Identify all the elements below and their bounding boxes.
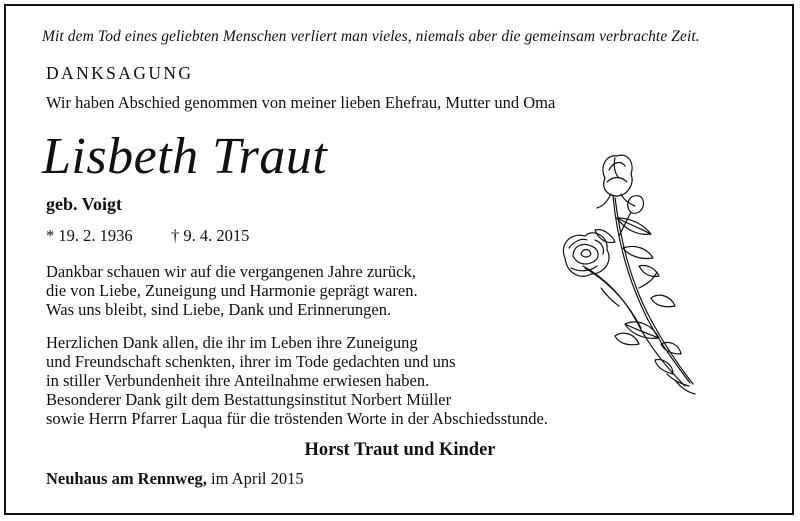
rose-icon <box>555 148 705 398</box>
gratitude-paragraph <box>46 262 418 319</box>
paragraph-line: sowie Herrn Pfarrer Laqua für die tröstenden Worte in der Abschiedsstunde. <box>46 409 548 428</box>
maiden-name: geb. Voigt <box>46 194 123 214</box>
paragraph-line: Was uns bleibt, sind Liebe, Dank und Erinnerungen. <box>46 300 392 319</box>
place-name: Neuhaus am Rennweg, <box>46 469 207 488</box>
family-signature: Horst Traut und Kinder <box>304 440 496 460</box>
date-text: im April 2015 <box>211 469 304 488</box>
deceased-name: Lisbeth Traut <box>42 128 328 185</box>
paragraph-line: Herzlichen Dank allen, die ihr im Leben ihre Zuneigung <box>46 333 418 352</box>
birth-date: * 19. 2. 1936 <box>46 226 133 245</box>
death-date: † 9. 4. 2015 <box>171 226 250 245</box>
thanks-paragraph <box>46 333 548 428</box>
paragraph-line: und Freundschaft schenkten, ihrer im Tode gedachten und uns <box>46 352 456 371</box>
paragraph-line: Besonderer Dank gilt dem Bestattungsinstitut Norbert Müller <box>46 390 452 409</box>
paragraph-line: in stiller Verbundenheit ihre Anteilnahme erwiesen haben. <box>46 371 430 390</box>
notice-heading: DANKSAGUNG <box>46 63 194 83</box>
paragraph-line: die von Liebe, Zuneigung und Harmonie geprägt waren. <box>46 281 418 300</box>
place-date-line <box>46 469 304 489</box>
intro-text: Wir haben Abschied genommen von meiner lieben Ehefrau, Mutter und Oma <box>46 93 556 112</box>
motto-quote: Mit dem Tod eines geliebten Menschen verliert man vieles, niemals aber die gemeinsam verbrachte Zeit. <box>42 28 700 45</box>
paragraph-line: Dankbar schauen wir auf die vergangenen Jahre zurück, <box>46 262 416 281</box>
